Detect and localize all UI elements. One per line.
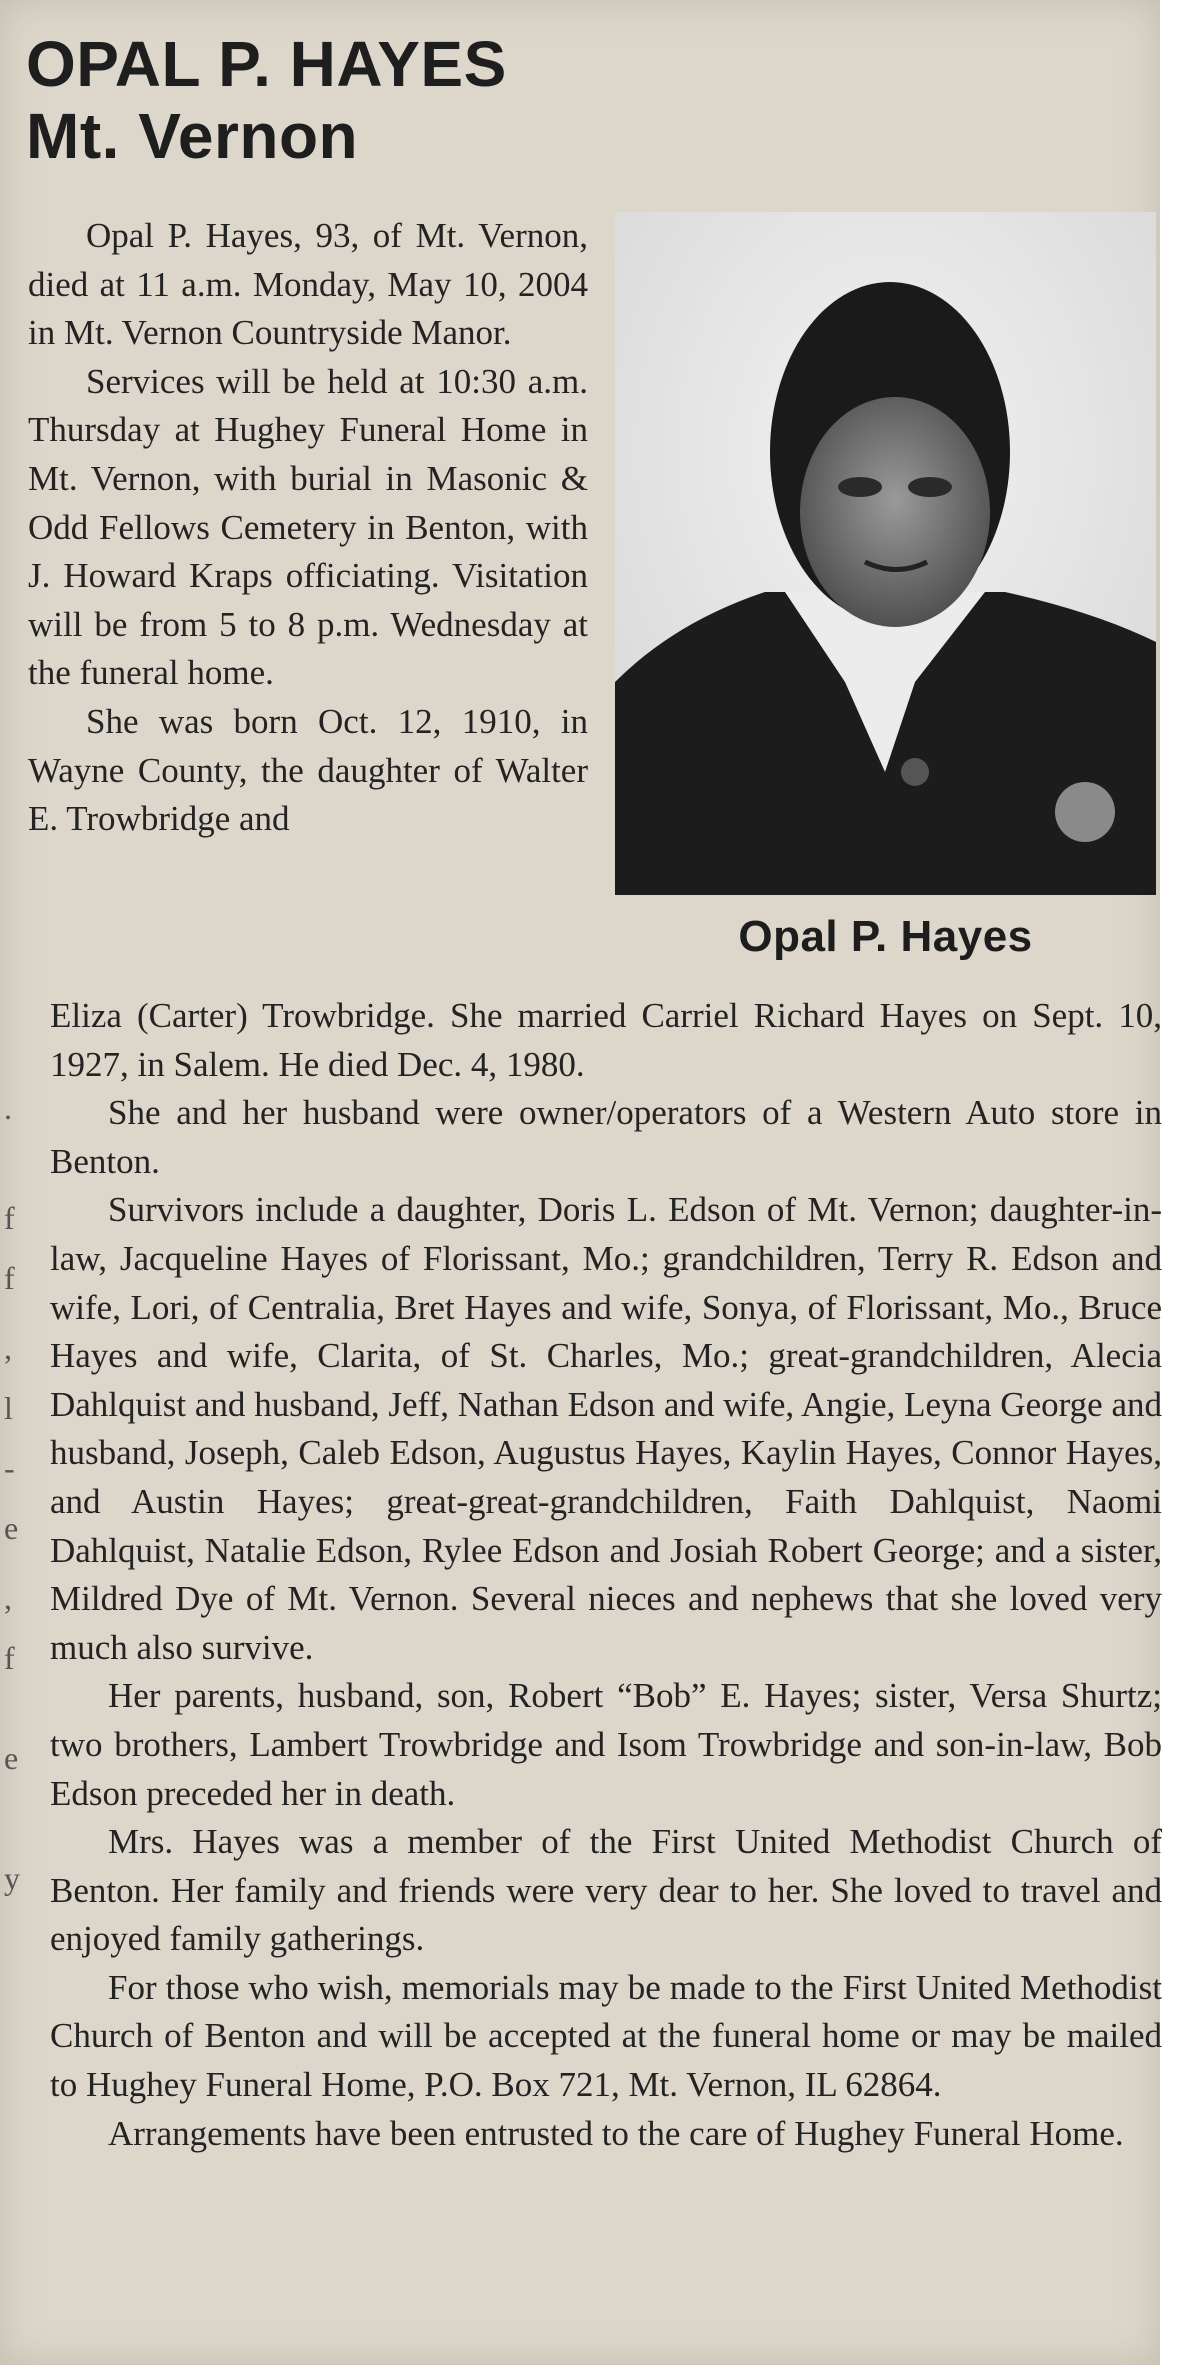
obituary-column-wide: [50, 992, 1162, 2158]
margin-fragment: e: [4, 1740, 19, 1776]
paragraph-arrangements: Arrangements have been entrusted to the care of Hughey Funeral Home.: [108, 2113, 1124, 2153]
margin-fragment: y: [4, 1860, 20, 1896]
portrait-illustration: [615, 212, 1156, 895]
photo-caption: Opal P. Hayes: [738, 912, 1033, 961]
paragraph-birth-continued: Eliza (Carter) Trowbridge. She married Carriel Richard Hayes on Sept. 10, 1927, in Salem. He died Dec. 4, 1980.: [50, 996, 1162, 1084]
obituary-headline: [26, 28, 507, 172]
paragraph-birth: She was born Oct. 12, 1910, in Wayne County, the daughter of Walter E. Trowbridge and: [28, 701, 588, 839]
headline-name: OPAL P. HAYES: [26, 28, 507, 100]
paragraph-church: Mrs. Hayes was a member of the First United Methodist Church of Benton. Her family and friends were very dear to her. She loved to travel and enjoyed family gatherings.: [50, 1822, 1162, 1959]
margin-fragment: f: [4, 1200, 15, 1236]
margin-fragment: f: [4, 1640, 15, 1676]
paragraph-death-notice: Opal P. Hayes, 93, of Mt. Vernon, died at 11 a.m. Monday, May 10, 2004 in Mt. Vernon Countryside Manor.: [28, 216, 588, 353]
margin-fragment: l: [4, 1390, 13, 1426]
paragraph-preceded: Her parents, husband, son, Robert “Bob” E. Hayes; sister, Versa Shurtz; two brothers, Lambert Trowbridge and Isom Trowbridge and son-in-law, Bob Edson preceded her in death.: [50, 1676, 1162, 1813]
margin-fragment: -: [4, 1450, 15, 1486]
margin-fragment: ,: [4, 1330, 12, 1366]
paragraph-services: Services will be held at 10:30 a.m. Thursday at Hughey Funeral Home in Mt. Vernon, with burial in Masonic & Odd Fellows Cemetery in Benton, with J. Howard Kraps officiating. Visitation will be from 5 to 8 p.m. Wednesday at the funeral home.: [28, 361, 588, 693]
obituary-column-narrow: [28, 212, 588, 844]
paragraph-business: She and her husband were owner/operators of a Western Auto store in Benton.: [50, 1093, 1162, 1181]
headline-place: Mt. Vernon: [26, 100, 359, 172]
margin-fragment: e: [4, 1510, 19, 1546]
paragraph-memorials: For those who wish, memorials may be made to the First United Methodist Church of Benton and will be accepted at the funeral home or may be mailed to Hughey Funeral Home, P.O. Box 721, Mt. Vernon, IL 62864.: [50, 1967, 1162, 2105]
margin-fragment: f: [4, 1260, 15, 1296]
margin-fragment: ,: [4, 1580, 12, 1616]
portrait-photo: [615, 212, 1156, 895]
margin-fragment: .: [4, 1090, 12, 1126]
paragraph-survivors: Survivors include a daughter, Doris L. Edson of Mt. Vernon; daughter-in-law, Jacqueline Hayes of Florissant, Mo.; grandchildren, Terry R. Edson and wife, Lori, of Centralia, Bret Hayes and wife, Sonya, of Florissant, Mo., Bruce Hayes and wife, Clarita, of St. Charles, Mo.; great-grandchildren, Alecia Dahlquist and husband, Jeff, Nathan Edson and wife, Angie, Leyna George and husband, Joseph, Caleb Edson, Augustus Hayes, Kaylin Hayes, Connor Hayes, and Austin Hayes; great-great-grandchildren, Faith Dahlquist, Naomi Dahlquist, Natalie Edson, Rylee Edson and Josiah Robert George; and a sister, Mildred Dye of Mt. Vernon. Several nieces and nephews that she loved very much also survive.: [50, 1190, 1162, 1667]
